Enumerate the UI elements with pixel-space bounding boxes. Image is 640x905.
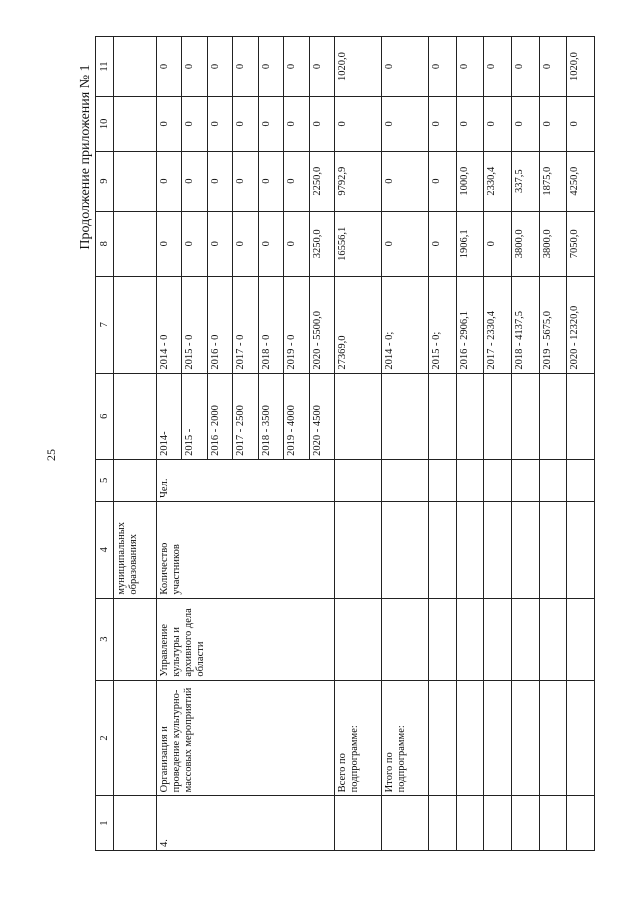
value-col-9: 4250,0 xyxy=(567,151,595,211)
indicator-value: 2019 - 4000 xyxy=(284,373,310,459)
empty-cell xyxy=(382,373,429,459)
empty-cell xyxy=(382,598,429,680)
responsible-party: Управление культуры и архивного дела области xyxy=(156,598,335,680)
row-number: 4. xyxy=(156,796,335,851)
value-col-11: 0 xyxy=(233,37,259,97)
unit: Чел. xyxy=(156,459,335,501)
total-by-year: 2020 - 5500,0 xyxy=(309,276,335,373)
value-col-8: 0 xyxy=(428,211,456,276)
header-cell-7: 7 xyxy=(96,276,114,373)
value-col-10: 0 xyxy=(539,97,567,152)
total-by-year: 2018 - 0 xyxy=(258,276,284,373)
empty-cell xyxy=(428,501,456,598)
indicator-value: 2020 - 4500 xyxy=(309,373,335,459)
empty-cell xyxy=(539,373,567,459)
empty-cell xyxy=(428,459,456,501)
value-col-9: 2250,0 xyxy=(309,151,335,211)
value-col-8: 3250,0 xyxy=(309,211,335,276)
empty-cell xyxy=(484,501,512,598)
empty-cell xyxy=(511,373,539,459)
total-by-year: 2014 - 0 xyxy=(156,276,182,373)
empty-cell xyxy=(335,796,382,851)
table-row xyxy=(156,37,182,851)
value-col-11: 1020,0 xyxy=(567,37,595,97)
empty-cell xyxy=(456,459,484,501)
value-col-11: 0 xyxy=(382,37,429,97)
total-by-year: 2015 - 0 xyxy=(182,276,208,373)
value-col-11: 0 xyxy=(484,37,512,97)
empty-cell xyxy=(567,796,595,851)
value-col-9: 0 xyxy=(182,151,208,211)
event-name: Организация и проведение культурно-массовых мероприятий xyxy=(156,680,335,796)
value-col-10: 0 xyxy=(382,97,429,152)
budget-table xyxy=(95,36,595,851)
empty-cell xyxy=(511,459,539,501)
indicator-value: 2016 - 2000 xyxy=(207,373,233,459)
municipal-cell: муниципальных образованиях xyxy=(114,501,157,598)
header-cell-2: 2 xyxy=(96,680,114,796)
year-total: 2016 - 2906,1 xyxy=(456,276,484,373)
value-col-8: 3800,0 xyxy=(539,211,567,276)
itogo-label xyxy=(539,680,567,796)
empty-cell xyxy=(382,796,429,851)
value-col-9: 2330,4 xyxy=(484,151,512,211)
header-cell-3: 3 xyxy=(96,598,114,680)
value-col-11: 0 xyxy=(182,37,208,97)
year-total: 2018 - 4137,5 xyxy=(511,276,539,373)
empty-cell xyxy=(567,373,595,459)
empty-cell xyxy=(511,796,539,851)
total-by-year: 2017 - 0 xyxy=(233,276,259,373)
empty-cell xyxy=(335,459,382,501)
itogo-row xyxy=(484,37,512,851)
year-total: 2015 - 0; xyxy=(428,276,456,373)
empty-cell xyxy=(456,373,484,459)
empty-cell xyxy=(511,501,539,598)
empty-cell xyxy=(539,796,567,851)
value-col-10: 0 xyxy=(428,97,456,152)
total-row xyxy=(335,37,382,851)
indicator-value: 2015 - xyxy=(182,373,208,459)
value-col-8: 0 xyxy=(484,211,512,276)
value-col-8: 0 xyxy=(258,211,284,276)
total-label: Всего по подпрограмме: xyxy=(335,680,382,796)
value-col-10: 0 xyxy=(156,97,182,152)
itogo-row xyxy=(382,37,429,851)
value-col-9: 0 xyxy=(233,151,259,211)
value-col-9: 0 xyxy=(156,151,182,211)
empty-cell xyxy=(428,796,456,851)
value-col-10: 0 xyxy=(567,97,595,152)
empty-cell xyxy=(335,598,382,680)
value-col-10: 0 xyxy=(456,97,484,152)
indicator-name: Количество участников xyxy=(156,501,335,598)
empty-cell xyxy=(456,501,484,598)
value-col-8: 0 xyxy=(233,211,259,276)
empty-cell xyxy=(335,373,382,459)
empty-cell xyxy=(484,459,512,501)
value-col-8: 3800,0 xyxy=(511,211,539,276)
value-col-11: 0 xyxy=(511,37,539,97)
value-col-9: 1875,0 xyxy=(539,151,567,211)
table-row xyxy=(114,37,157,851)
year-total: 2019 - 5675,0 xyxy=(539,276,567,373)
value-col-9: 1000,0 xyxy=(456,151,484,211)
value-col-10: 0 xyxy=(309,97,335,152)
itogo-label xyxy=(511,680,539,796)
itogo-row xyxy=(511,37,539,851)
header-row xyxy=(96,37,114,851)
value-col-11: 0 xyxy=(456,37,484,97)
value-col-9: 0 xyxy=(207,151,233,211)
total-by-year: 2016 - 0 xyxy=(207,276,233,373)
annex-title: Продолжение приложения № 1 xyxy=(78,64,93,250)
value-col-10: 0 xyxy=(335,97,382,152)
total-value: 27369,0 xyxy=(335,276,382,373)
empty-cell xyxy=(484,796,512,851)
empty-cell xyxy=(428,373,456,459)
empty-cell xyxy=(511,598,539,680)
value-col-11: 0 xyxy=(284,37,310,97)
empty-cell xyxy=(567,598,595,680)
value-col-11: 0 xyxy=(156,37,182,97)
value-col-9: 337,5 xyxy=(511,151,539,211)
empty-cell xyxy=(335,501,382,598)
empty-cell xyxy=(567,501,595,598)
header-cell-4: 4 xyxy=(96,501,114,598)
indicator-value: 2014- xyxy=(156,373,182,459)
value-col-8: 0 xyxy=(382,211,429,276)
value-col-11: 0 xyxy=(309,37,335,97)
header-cell-8: 8 xyxy=(96,211,114,276)
value-col-8: 0 xyxy=(284,211,310,276)
empty-cell xyxy=(456,796,484,851)
value-col-10: 0 xyxy=(511,97,539,152)
value-col-11: 0 xyxy=(207,37,233,97)
value-col-8: 1906,1 xyxy=(456,211,484,276)
itogo-row xyxy=(456,37,484,851)
empty-cell xyxy=(539,501,567,598)
header-cell-5: 5 xyxy=(96,459,114,501)
itogo-label xyxy=(567,680,595,796)
value-col-10: 0 xyxy=(258,97,284,152)
value-col-8: 0 xyxy=(156,211,182,276)
itogo-label xyxy=(428,680,456,796)
empty-cell xyxy=(456,598,484,680)
value-col-8: 16556,1 xyxy=(335,211,382,276)
value-col-10: 0 xyxy=(284,97,310,152)
itogo-label xyxy=(456,680,484,796)
empty-cell xyxy=(428,598,456,680)
value-col-11: 1020,0 xyxy=(335,37,382,97)
itogo-row xyxy=(567,37,595,851)
empty-cell xyxy=(382,501,429,598)
header-cell-11: 11 xyxy=(96,37,114,97)
value-col-9: 0 xyxy=(284,151,310,211)
value-col-10: 0 xyxy=(207,97,233,152)
empty-cell xyxy=(484,598,512,680)
value-col-10: 0 xyxy=(233,97,259,152)
value-col-9: 0 xyxy=(382,151,429,211)
year-total: 2020 - 12320,0 xyxy=(567,276,595,373)
value-col-9: 0 xyxy=(428,151,456,211)
value-col-11: 0 xyxy=(258,37,284,97)
header-cell-10: 10 xyxy=(96,97,114,152)
value-col-9: 0 xyxy=(258,151,284,211)
empty-cell xyxy=(484,373,512,459)
indicator-value: 2017 - 2500 xyxy=(233,373,259,459)
value-col-8: 0 xyxy=(182,211,208,276)
indicator-value: 2018 - 3500 xyxy=(258,373,284,459)
itogo-row xyxy=(428,37,456,851)
budget-table-container xyxy=(95,36,595,851)
year-total: 2017 - 2330,4 xyxy=(484,276,512,373)
empty-cell xyxy=(539,459,567,501)
value-col-11: 0 xyxy=(539,37,567,97)
year-total: 2014 - 0; xyxy=(382,276,429,373)
empty-cell xyxy=(539,598,567,680)
empty-cell xyxy=(382,459,429,501)
itogo-label xyxy=(484,680,512,796)
value-col-10: 0 xyxy=(182,97,208,152)
value-col-9: 9792,9 xyxy=(335,151,382,211)
value-col-10: 0 xyxy=(484,97,512,152)
header-cell-1: 1 xyxy=(96,796,114,851)
total-by-year: 2019 - 0 xyxy=(284,276,310,373)
itogo-label: Итого по подпрограмме: xyxy=(382,680,429,796)
page-number: 25 xyxy=(44,449,58,461)
itogo-row xyxy=(539,37,567,851)
value-col-8: 0 xyxy=(207,211,233,276)
header-cell-6: 6 xyxy=(96,373,114,459)
header-cell-9: 9 xyxy=(96,151,114,211)
value-col-11: 0 xyxy=(428,37,456,97)
empty-cell xyxy=(567,459,595,501)
value-col-8: 7050,0 xyxy=(567,211,595,276)
